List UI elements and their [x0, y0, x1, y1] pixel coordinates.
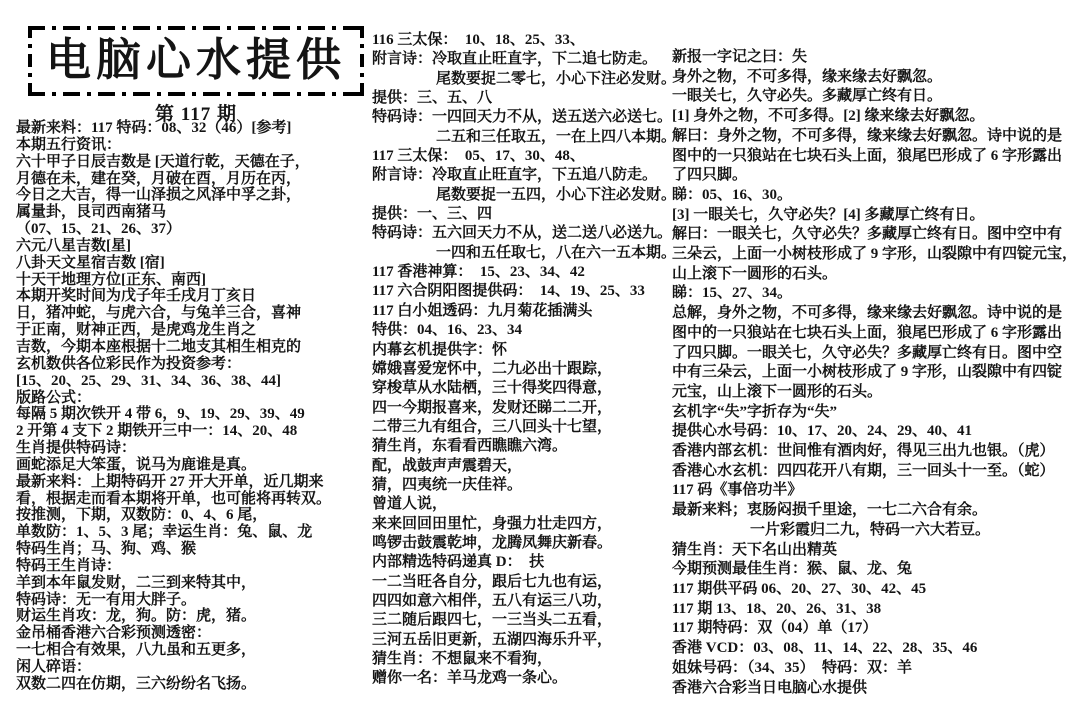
text-line: 新报一字记之曰：失: [672, 49, 808, 65]
text-line: 身外之物，不可多得，缘来缘去好飘忽。: [672, 68, 943, 85]
text-line: 一四和五任取七，八在六一五本期。: [436, 244, 677, 261]
text-line: 117 白小姐透码：九月菊花插满头: [372, 302, 593, 319]
text-line: 了四只脚。一眼关七，久守必失？多藏厚亡终有日。图中空: [672, 344, 1063, 361]
text-line: 玄机数供各位彩民作为投资参考：: [16, 355, 242, 372]
text-line: 附言诗：冷取直止旺直字，下五追八防走。: [372, 167, 658, 184]
text-line: 今期预测最佳生肖：猴、鼠、龙、兔: [672, 561, 913, 578]
text-line: 按推测，下期，双数防：0、4、6 尾，: [16, 507, 268, 524]
text-line: 猜生肖，东看看西瞧瞧六湾。: [372, 438, 568, 455]
text-line: 穿梭草从水陆栖，三十得奖四得意，: [372, 380, 613, 397]
text-line: 金吊桶香港六合彩预测透密：: [16, 625, 212, 642]
text-line: 香港心水玄机：四四花开八有期，三一回头十一至。（蛇）: [672, 462, 1055, 479]
text-line: 看，根据走而看本期将开单，也可能将再转双。: [16, 490, 332, 507]
text-line: 尾数要捉二零七，小心下注必发财。: [436, 70, 677, 87]
text-line: 四四如意六相伴，五八有运三八功，: [372, 592, 613, 609]
text-line: 116 三太保： 10、18、25、33、: [372, 32, 585, 48]
title-box: [28, 26, 364, 96]
text-line: 于正南，财神正西，是虎鸡龙生肖之: [16, 322, 257, 339]
text-line: 特码诗：一四回天力不从，送五送六必送七。: [372, 109, 673, 126]
text-line: 鸣锣击鼓震乾坤，龙腾凤舞庆新春。: [372, 534, 613, 551]
text-line: 图中的一只狼站在七块石头上面，狼尾巴形成了 6 字形露出: [672, 324, 1063, 341]
text-line: 了四只脚。: [672, 167, 748, 184]
text-line: 内部精选特码递真 D： 扶: [372, 554, 545, 571]
text-line: 二五和三任取五，一在上四八本期。: [436, 128, 677, 145]
text-line: 特供：04、16、23、34: [372, 322, 523, 339]
text-line: 提供：一、三、四: [372, 206, 493, 223]
text-line: 特码王生肖诗：: [16, 557, 122, 574]
text-line: 最新来料：117 特码：08、32（46）[参考]: [16, 120, 292, 136]
text-line: [3] 一眼关七，久守必失？[4] 多藏厚亡终有日。: [672, 206, 985, 223]
middle-column: [372, 31, 676, 689]
text-line: 尾数要捉一五四，小心下注必发财。: [436, 186, 677, 203]
text-line: 图中的一只狼站在七块石头上面，狼尾巴形成了 6 字形露出: [672, 147, 1063, 164]
text-line: 财运生肖攻：龙，狗。防：虎，猪。: [16, 608, 257, 625]
text-line: 画蛇添足大笨蛋，说马为鹿谁是真。: [16, 456, 257, 473]
text-line: 最新来料；衷肠闷损千里途，一七二六合有余。: [672, 502, 988, 519]
text-line: 117 码《事倍功半》: [672, 482, 803, 499]
text-line: 猜，四夷统一庆佳祥。: [372, 476, 523, 493]
text-line: 六元八星吉数[星]: [16, 237, 131, 254]
issue-number: 第 117 期: [155, 104, 237, 125]
text-line: 月德在未，建在癸，月破在酉，月历在丙，: [16, 170, 302, 187]
text-line: 猜生肖：天下名山出精英: [672, 541, 838, 558]
text-line: 本期开奖时间为戊子年壬戌月丁亥日: [16, 288, 257, 305]
text-line: 香港六合彩当日电脑心水提供: [672, 679, 868, 696]
text-line: 117 期特码：双（04）单（17）: [672, 620, 878, 637]
text-line: [15、20、25、29、31、34、36、38、44]: [16, 372, 281, 389]
text-line: 香港 VCD：03、08、11、14、22、28、35、46: [672, 640, 978, 657]
text-line: 提供：三、五、八: [372, 90, 493, 107]
text-line: 猜生肖：不想鼠来不看狗，: [372, 651, 553, 667]
text-line: 中有三朵云，上面一小树枝形成了 9 字形，山裂隙中有四锭: [672, 364, 1063, 381]
text-line: 提供心水号码：10、17、20、24、29、40、41: [672, 423, 973, 440]
text-line: 睇：15、27、34。: [672, 285, 793, 302]
text-line: 117 期 13、18、20、26、31、38: [672, 600, 882, 617]
text-line: 香港内部玄机：世间惟有酒肉好，得见三出九也银。（虎）: [672, 443, 1055, 460]
text-line: 羊到本年鼠发财，二三到来特其中，: [16, 574, 257, 591]
text-line: 山上滚下一圆形的石头。: [672, 265, 838, 282]
page-title: 电脑心水提供: [45, 34, 346, 85]
text-line: 117 期供平码 06、20、27、30、42、45: [672, 580, 927, 597]
text-line: 单数防：1、5、3 尾；幸运生肖：兔、鼠、龙: [16, 524, 313, 541]
text-line: 配，战鼓声声震碧天，: [372, 457, 523, 474]
text-line: 附言诗：冷取直止旺直字，下二追七防走。: [372, 51, 658, 68]
text-line: 总解，身外之物，不可多得，缘来缘去好飘忽。诗中说的是: [672, 305, 1063, 322]
text-line: 六十甲子日辰吉数是 [天道行乾，天德在子，: [16, 153, 310, 170]
text-line: 吉数，今期本座根据十二地支其相生相克的: [16, 338, 302, 355]
text-line: 版路公式：: [16, 389, 92, 406]
right-column: [672, 48, 1080, 698]
left-column: [16, 120, 376, 693]
text-line: 睇：05、16、30。: [672, 186, 793, 203]
text-line: 内幕玄机提供字：怀: [372, 341, 508, 358]
text-line: 117 香港神算： 15、23、34、42: [372, 264, 585, 281]
text-line: 八卦天文星宿吉数 [宿]: [16, 254, 165, 271]
text-line: 今日之大吉，得一山泽损之风泽中孚之卦，: [16, 187, 302, 204]
text-line: 一片彩霞归二九，特码一六大若豆。: [750, 521, 991, 538]
text-line: 生肖提供特码诗：: [16, 440, 137, 457]
text-line: 曾道人说，: [372, 496, 448, 513]
text-line: 一眼关七，久守必失。多藏厚亡终有日。: [672, 88, 943, 105]
text-line: 日，猪冲蛇，与虎六合，与兔羊三合，喜神: [16, 305, 302, 322]
text-line: 嫦娥喜爱宠怀中，二九必出十跟踪，: [372, 360, 613, 377]
text-line: 特码诗：五六回天力不从，送二送八必送九。: [372, 225, 673, 242]
text-line: 本期五行资讯：: [16, 136, 122, 153]
text-line: 最新来料：上期特码开 27 开大开单，近几期来: [16, 473, 324, 490]
text-line: 三二随后跟四七，一三当头二五看，: [372, 612, 613, 629]
text-line: 一二当旺各自分，跟后七九也有运，: [372, 573, 613, 590]
text-line: 2 开第 4 支下 2 期铁开三中一：14、20、48: [16, 423, 298, 440]
text-line: 二带三九有组合，三八回头十七望，: [372, 418, 613, 435]
text-line: 解曰：身外之物，不可多得，缘来缘去好飘忽。诗中说的是: [672, 127, 1063, 144]
text-line: 赠你一名：羊马龙鸡一条心。: [372, 670, 568, 687]
text-line: 闲人碎语：: [16, 659, 92, 675]
text-line: 四一今期报喜来，发财还睇二二开，: [372, 399, 613, 416]
text-line: 三朵云，上面一小树枝形成了 9 字形，山裂隙中有四锭元宝，: [672, 246, 1078, 263]
text-line: [1] 身外之物，不可多得。[2] 缘来缘去好飘忽。: [672, 108, 985, 125]
text-line: 双数二四在仿期，三六纷纷名飞扬。: [16, 675, 257, 692]
text-line: 玄机字“失”字折存为“失”: [672, 403, 838, 420]
text-line: 姐妹号码：（34、35） 特码：双：羊: [672, 659, 913, 676]
text-line: （07、15、21、26、37）: [16, 221, 182, 238]
text-line: 特码诗：无一有用大胖子。: [16, 591, 197, 608]
text-line: 来来回回田里忙，身强力壮走四方，: [372, 515, 613, 532]
text-line: 每隔 5 期次铁开 4 带 6，9、19、29、39、49: [16, 406, 305, 423]
text-line: 特码生肖；马、狗、鸡、猴: [16, 541, 197, 558]
text-line: 解曰：一眼关七，久守必失？多藏厚亡终有日。图中空中有: [672, 226, 1063, 243]
text-line: 117 六合阴阳图提供码： 14、19、25、33: [372, 283, 645, 300]
text-line: 十天干地理方位[正东、南西]: [16, 271, 206, 288]
text-line: 三河五岳旧更新，五湖四海乐升平，: [372, 631, 613, 648]
text-line: 117 三太保： 05、17、30、48、: [372, 148, 585, 165]
text-line: 一七相合有效果，八九虽和五更多，: [16, 642, 257, 659]
text-line: 属量卦，艮司西南猪马: [16, 204, 167, 221]
text-line: 元宝，山上滚下一圆形的石头。: [672, 383, 883, 400]
